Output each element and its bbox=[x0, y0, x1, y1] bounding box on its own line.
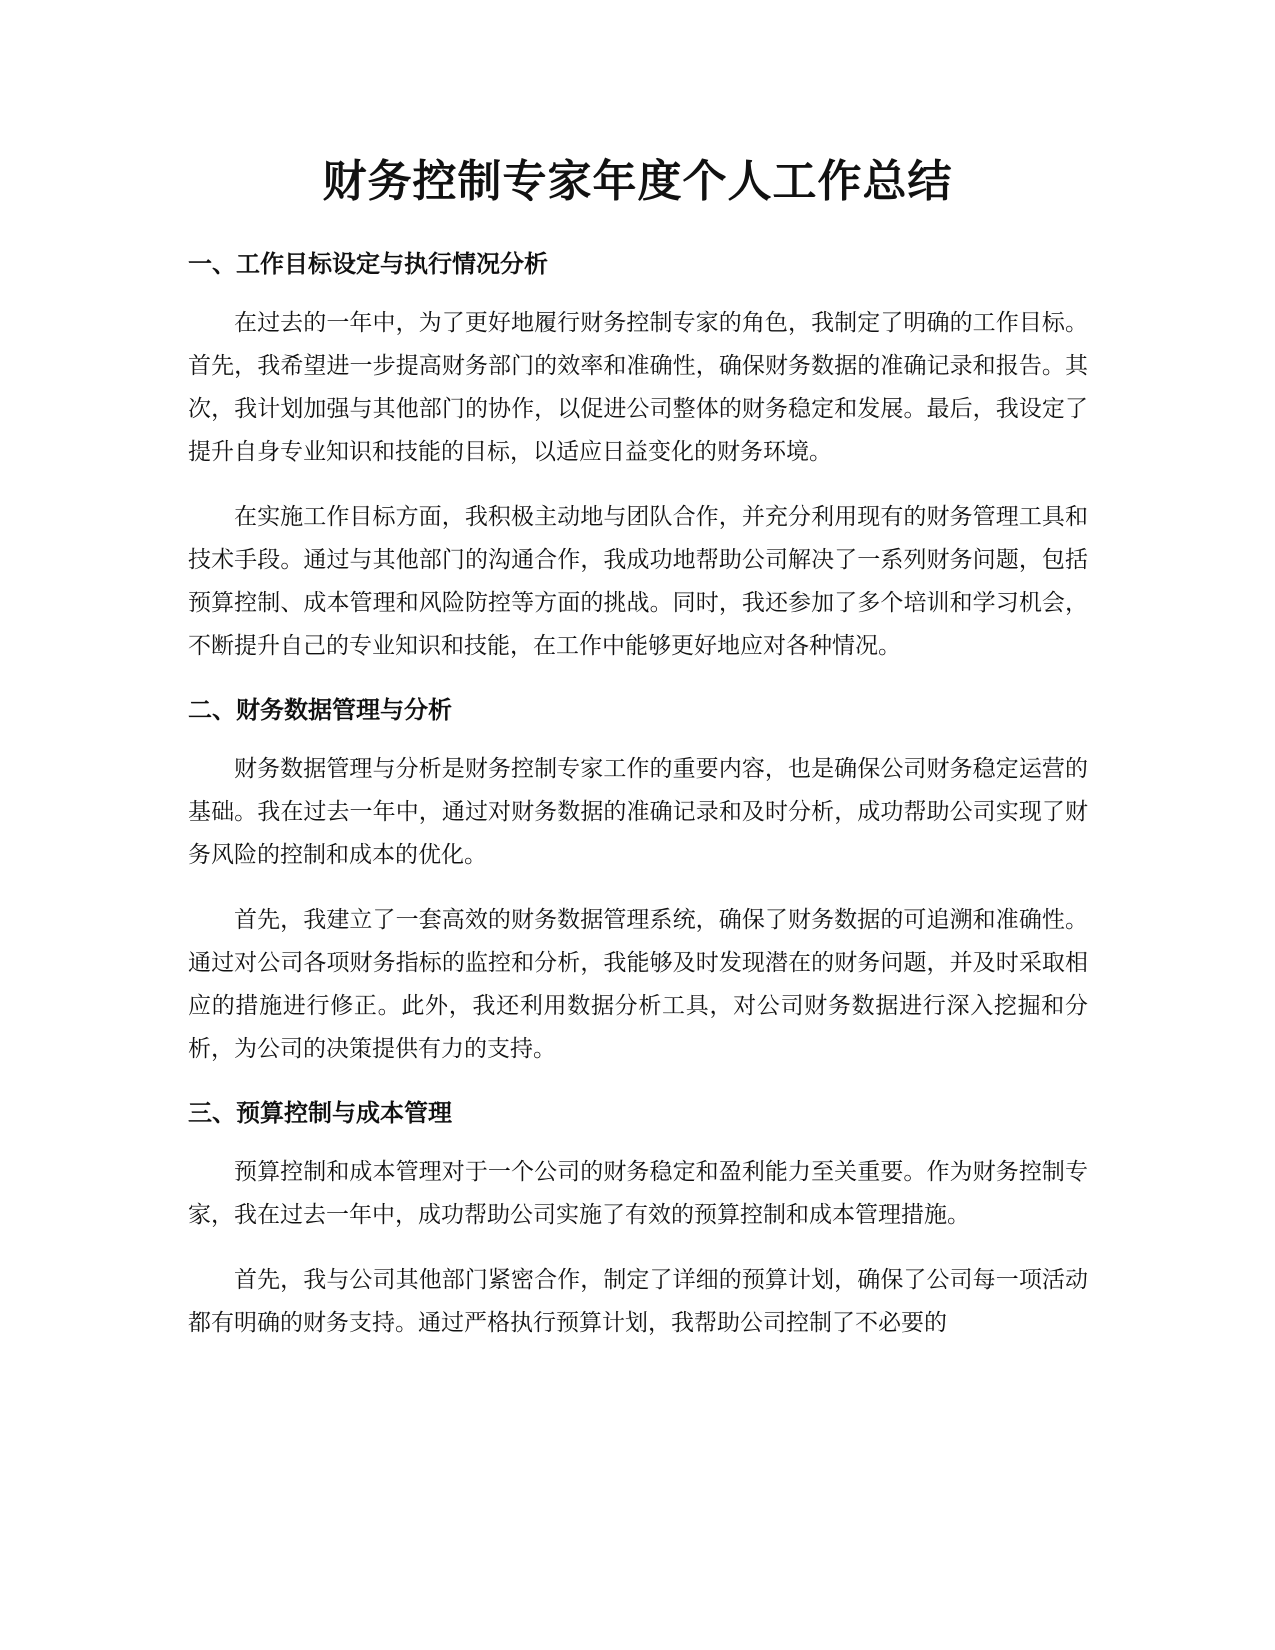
paragraph: 在过去的一年中，为了更好地履行财务控制专家的角色，我制定了明确的工作目标。首先，我希望进一步提高财务部门的效率和准确性，确保财务数据的准确记录和报告。其次，我计划加强与其他部门的协作，以促进公司整体的财务稳定和发展。最后，我设定了提升自身专业知识和技能的目标，以适应日益变化的财务环境。 bbox=[188, 310, 1088, 465]
section-budget-control bbox=[188, 1093, 1088, 1345]
section-heading: 二、财务数据管理与分析 bbox=[188, 696, 452, 724]
paragraph: 预算控制和成本管理对于一个公司的财务稳定和盈利能力至关重要。作为财务控制专家，我在过去一年中，成功帮助公司实施了有效的预算控制和成本管理措施。 bbox=[188, 1159, 1088, 1228]
document-title: 财务控制专家年度个人工作总结 bbox=[322, 156, 953, 207]
paragraph: 首先，我与公司其他部门紧密合作，制定了详细的预算计划，确保了公司每一项活动都有明确的财务支持。通过严格执行预算计划，我帮助公司控制了不必要的 bbox=[188, 1267, 1088, 1336]
section-data-management bbox=[188, 690, 1088, 1071]
section-goals bbox=[188, 244, 1088, 668]
paragraph: 在实施工作目标方面，我积极主动地与团队合作，并充分利用现有的财务管理工具和技术手段。通过与其他部门的沟通合作，我成功地帮助公司解决了一系列财务问题，包括预算控制、成本管理和风险防控等方面的挑战。同时，我还参加了多个培训和学习机会，不断提升自己的专业知识和技能，在工作中能够更好地应对各种情况。 bbox=[188, 504, 1088, 659]
section-heading: 三、预算控制与成本管理 bbox=[188, 1099, 452, 1127]
paragraph: 财务数据管理与分析是财务控制专家工作的重要内容，也是确保公司财务稳定运营的基础。我在过去一年中，通过对财务数据的准确记录和及时分析，成功帮助公司实现了财务风险的控制和成本的优化。 bbox=[188, 756, 1088, 868]
section-heading: 一、工作目标设定与执行情况分析 bbox=[188, 250, 548, 278]
document-body bbox=[188, 244, 1088, 1367]
paragraph: 首先，我建立了一套高效的财务数据管理系统，确保了财务数据的可追溯和准确性。通过对公司各项财务指标的监控和分析，我能够及时发现潜在的财务问题，并及时采取相应的措施进行修正。此外，我还利用数据分析工具，对公司财务数据进行深入挖掘和分析，为公司的决策提供有力的支持。 bbox=[188, 907, 1088, 1062]
